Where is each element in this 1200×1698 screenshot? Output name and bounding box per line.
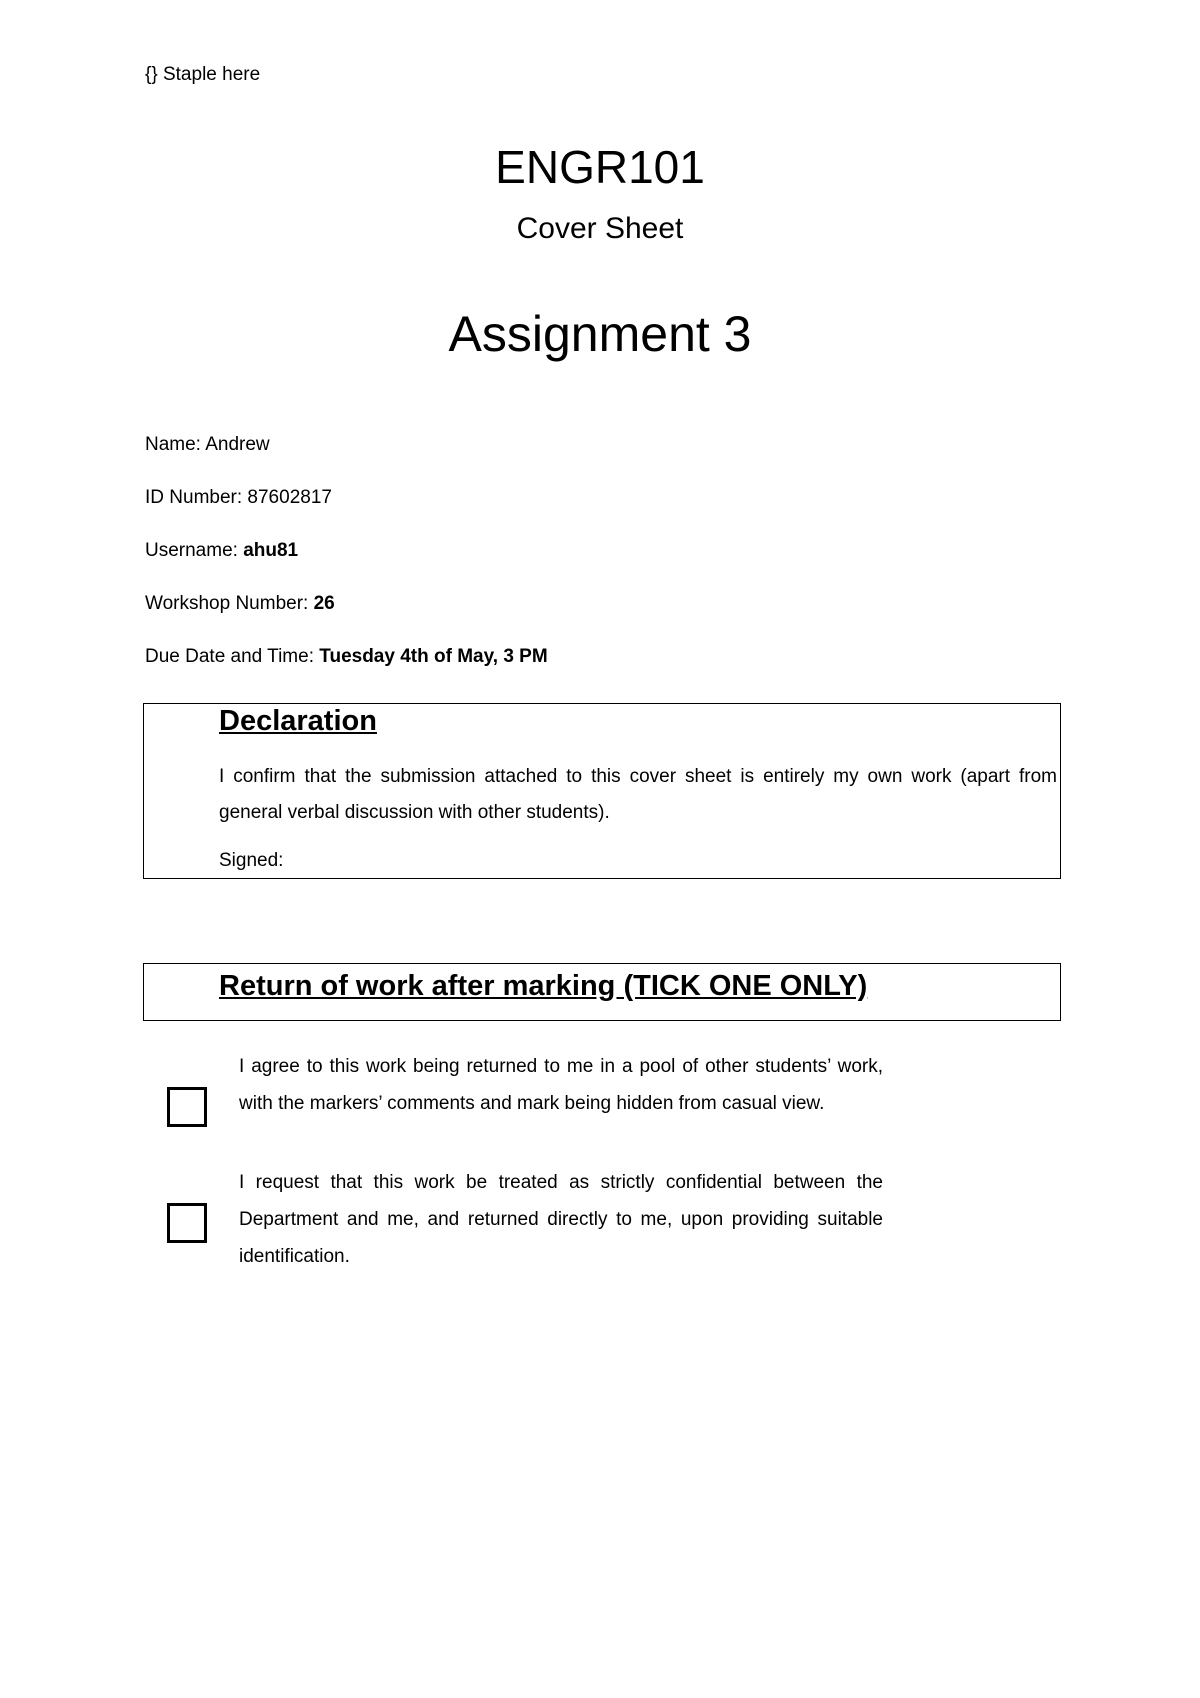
username-label: Username: <box>145 540 244 561</box>
due-date-label: Due Date and Time: <box>145 646 320 667</box>
pool-return-option-text: I agree to this work being returned to me in a pool of other students’ work, with the markers’ comments and mark being hidden from casual view. <box>239 1056 883 1114</box>
return-of-work-box <box>143 963 1061 1021</box>
workshop-number-value: 26 <box>313 593 335 614</box>
name-value: Andrew <box>205 434 270 455</box>
course-code: ENGR101 <box>495 141 705 193</box>
cover-sheet-title: Cover Sheet <box>516 212 684 245</box>
workshop-number-field <box>145 593 335 615</box>
username-field <box>145 540 298 562</box>
declaration-heading: Declaration <box>219 705 377 737</box>
name-field <box>145 434 270 456</box>
id-number-value: 87602817 <box>247 487 332 508</box>
return-of-work-heading: Return of work after marking (TICK ONE ONLY) <box>219 970 868 1002</box>
confidential-return-option-text: I request that this work be treated as strictly confidential between the Department and me, and returned directly to me, upon providing suitable identification. <box>239 1172 883 1267</box>
confidential-return-checkbox[interactable] <box>167 1203 207 1243</box>
staple-here-note <box>145 64 260 86</box>
staple-label: Staple here <box>162 64 261 85</box>
declaration-box <box>143 703 1061 879</box>
staple-bracket-icon: {} <box>145 64 158 85</box>
username-value: ahu81 <box>243 540 299 561</box>
due-date-field <box>145 646 548 668</box>
signed-label: Signed: <box>219 850 284 871</box>
id-number-field <box>145 487 332 509</box>
due-date-value: Tuesday 4th of May, 3 PM <box>319 646 548 667</box>
pool-return-checkbox[interactable] <box>167 1087 207 1127</box>
id-number-label: ID Number: <box>145 487 248 508</box>
name-label: Name: <box>145 434 206 455</box>
workshop-number-label: Workshop Number: <box>145 593 314 614</box>
declaration-text: I confirm that the submission attached to this cover sheet is entirely my own work (apart from general verbal discussion with other students). <box>219 766 1057 823</box>
assignment-title: Assignment 3 <box>448 306 752 362</box>
